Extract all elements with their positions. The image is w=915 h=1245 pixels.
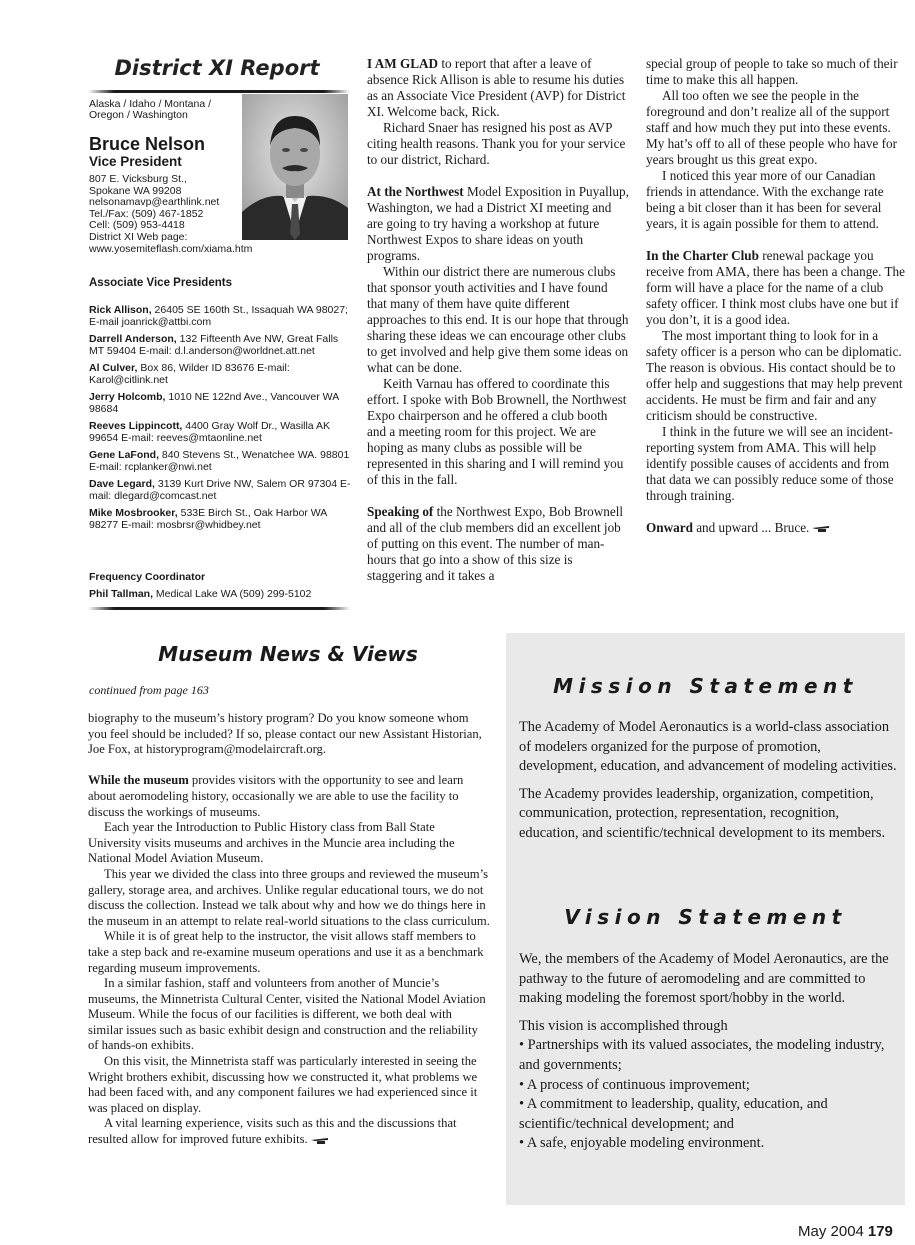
title-rule (88, 90, 350, 93)
vision-bullet: • Partnerships with its valued associates, the modeling industry, and governments; (519, 1037, 885, 1073)
report-paragraph (367, 184, 629, 264)
avp-details: 533E Birch St., Oak Harbor WA 98277 E-mail: mosbrsr@whidbey.net (89, 507, 327, 531)
vision-bullet: • A commitment to leadership, quality, education, and scientific/technical development; and (519, 1096, 828, 1132)
avp-name: Dave Legard, (89, 478, 155, 490)
museum-paragraph (88, 773, 490, 820)
vision-bullet: • A safe, enjoyable modeling environment. (519, 1135, 765, 1152)
statements-box (506, 633, 905, 1205)
mission-title: Mission Statement (553, 674, 858, 698)
avp-entry (89, 391, 351, 415)
page-footer (798, 1223, 893, 1240)
contact-line: District XI Web page: (89, 230, 188, 243)
lead-in: At the Northwest (367, 184, 464, 199)
report-paragraph (367, 120, 629, 168)
paragraph-text: to report that after a leave of absence Rick Allison is able to resume his duties as an Associate Vice President (AVP) for District XI. Welcome back, Rick. (367, 56, 626, 119)
vision-paragraph: We, the members of the Academy of Model Aeronautics, are the pathway to the future of aeromodeling and are committed to making modeling the foremost sport/hobby in the world. (519, 951, 889, 1007)
lead-in: While the museum (88, 773, 189, 788)
report-paragraph (367, 376, 629, 488)
avp-heading: Associate Vice Presidents (89, 277, 232, 289)
contact-line: Tel./Fax: (509) 467-1852 (89, 207, 204, 220)
report-paragraph (646, 424, 908, 504)
mission-paragraph: The Academy provides leadership, organization, competition, communication, protection, representation, recognition, education, and scientific/technical development to its members. (519, 785, 886, 841)
museum-paragraph (88, 1054, 490, 1116)
report-paragraph (367, 504, 629, 584)
avp-list (89, 304, 351, 536)
avp-details: 26405 SE 160th St., Issaquah WA 98027; E-mail joanrick@attbi.com (89, 304, 348, 328)
avp-details: Box 86, Wilder ID 83676 E-mail: Karol@citlink.net (89, 362, 290, 386)
paragraph-text: renewal package you receive from AMA, there has been a change. The form will have a place for the name of a club safety officer. I think most clubs have one but if you don’t, it is a good idea. (646, 248, 905, 327)
vice-president-title: Vice President (89, 154, 182, 169)
issue-date: May 2004 (798, 1223, 864, 1240)
vice-president-name: Bruce Nelson (89, 134, 206, 154)
museum-paragraph (88, 976, 490, 1054)
museum-title: Museum News & Views (158, 642, 418, 666)
report-paragraph (367, 56, 629, 120)
report-paragraph (646, 248, 908, 328)
avp-entry (89, 420, 351, 444)
report-column-2 (367, 56, 629, 584)
avp-name: Mike Mosbrooker, (89, 507, 178, 519)
frequency-coordinator-details: Medical Lake WA (509) 299-5102 (152, 588, 312, 600)
avp-name: Rick Allison, (89, 304, 152, 316)
lead-in: I AM GLAD (367, 56, 439, 71)
vision-title: Vision Statement (564, 905, 847, 929)
district-region: Alaska / Idaho / Montana / Oregon / Washington (89, 98, 211, 121)
frequency-coordinator-heading: Frequency Coordinator (89, 571, 206, 583)
avp-details: 3139 Kurt Drive NW, Salem OR 97304 E-mail: dlegard@comcast.net (89, 478, 351, 502)
contact-line: Spokane WA 99208 (89, 184, 182, 197)
paragraph-text: Within our district there are numerous clubs that sponsor youth activities and I have found that many of them have quite different approaches to this end. It is our hope that through sharing these ideas we can encourage other clubs to get involved and help give them some ideas on what can be done. (367, 264, 629, 375)
lead-in: Onward (646, 520, 693, 535)
report-paragraph (367, 264, 629, 376)
vision-bullet: • A process of continuous improvement; (519, 1076, 750, 1093)
paragraph-text: and upward ... Bruce. (692, 520, 810, 535)
ama-logo-icon (311, 1136, 328, 1145)
contact-line: 807 E. Vicksburg St., (89, 173, 187, 185)
paragraph-text: Model Exposition in Puyallup, Washington, we had a District XI meeting and are going to try having a workshop at future Northwest Expos to share ideas on youth programs. (367, 184, 629, 263)
mission-text (519, 718, 899, 852)
avp-details: 1010 NE 122nd Ave., Vancouver WA 98684 (89, 391, 339, 415)
avp-name: Al Culver, (89, 362, 138, 374)
museum-paragraph (88, 1116, 490, 1147)
avp-entry (89, 507, 351, 531)
avp-details: 840 Stevens St., Wenatchee WA. 98801 E-mail: rcplanker@nwi.net (89, 449, 350, 473)
district-bottom-rule (88, 607, 350, 610)
museum-paragraph (88, 711, 490, 758)
avp-name: Gene LaFond, (89, 449, 160, 461)
report-paragraph (646, 56, 908, 88)
paragraph-text: Keith Varnau has offered to coordinate this effort. I spoke with Bob Brownell, the Northwest Expo chairperson and he offered a club booth and a meeting room for this project. We are hoping as many clubs as possible will be represented in this sharing and I will remind you of this in the fall. (367, 376, 627, 487)
vice-president-contact (89, 174, 289, 255)
paragraph-text: The most important thing to look for in a safety officer is a person who can be diplomatic. The reason is obvious. His contact should be to offer help and suggestions that may help prevent accidents. He must be firm and fair and any criticism should be constructive. (646, 328, 903, 423)
avp-details: 4400 Gray Wolf Dr., Wasilla AK 99654 E-mail: reeves@mtaonline.net (89, 420, 330, 444)
ama-logo-icon (812, 524, 829, 533)
paragraph-text: I think in the future we will see an incident-reporting system from AMA. This will help identify possible causes of accidents and from that data we can possibly reduce some of those through training. (646, 424, 894, 503)
avp-entry (89, 304, 351, 328)
report-paragraph (646, 328, 908, 424)
contact-email[interactable]: nelsonamavp@earthlink.net (89, 196, 220, 209)
paragraph-text: biography to the museum’s history program? Do you know someone whom you feel should be included? If so, please contact our new Assistant Historian, Joe Fox, at historyprogram@modelaircraft.org. (88, 711, 482, 757)
museum-paragraph (88, 867, 490, 929)
avp-entry (89, 362, 351, 386)
paragraph-text: special group of people to take so much of their time to make this all happen. (646, 56, 898, 87)
avp-details: 132 Fifteenth Ave NW, Great Falls MT 59404 E-mail: d.l.anderson@worldnet.att.net (89, 333, 339, 357)
lead-in: Speaking of (367, 504, 434, 519)
avp-entry (89, 333, 351, 357)
paragraph-text: In a similar fashion, staff and volunteers from another of Muncie’s museums, the Minnetrista Cultural Center, visited the National Model Aviation Museum. While the focus of our facilities is different, we both deal with similar issues such as basic exhibit design and construction and the reliability of hands-on exhibits. (88, 976, 486, 1053)
paragraph-text: A vital learning experience, visits such as this and the discussions that resulted allow for improved future exhibits. (88, 1116, 457, 1147)
contact-line: Cell: (509) 953-4418 (89, 219, 185, 232)
district-web-link[interactable]: www.yosemiteflash.com/xiama.htm (89, 242, 253, 255)
paragraph-text: provides visitors with the opportunity to see and learn about aeromodeling history, occasionally we are able to use the facility to discuss the workings of museums. (88, 773, 464, 819)
museum-paragraph (88, 929, 490, 976)
paragraph-text: On this visit, the Minnetrista staff was particularly interested in seeing the Wright brothers exhibit, discussing how we constructed it, what problems we had been faced with, and any component failures we had experienced since it was placed on display. (88, 1054, 478, 1115)
paragraph-text: This year we divided the class into three groups and reviewed the museum’s gallery, storage area, and archives. Unlike regular educational tours, we do not discuss the collection. Instead we talk about why and how we do things here in the museum in an attempt to relate real-world situations to the class curriculum. (88, 866, 490, 928)
paragraph-text: Richard Snaer has resigned his post as AVP citing health reasons. Thank you for your service to our district, Richard. (367, 120, 626, 167)
continued-from: continued from page 163 (89, 683, 209, 697)
report-paragraph (646, 520, 908, 536)
avp-name: Reeves Lippincott, (89, 420, 183, 432)
avp-name: Darrell Anderson, (89, 333, 177, 345)
frequency-coordinator (89, 588, 311, 600)
district-title: District XI Report (114, 56, 320, 80)
paragraph-text: the Northwest Expo, Bob Brownell and all of the club members did an excellent job of putting on this event. The number of man-hours that go into a show of this size is staggering and it takes a (367, 504, 624, 583)
vision-text (519, 950, 899, 1154)
lead-in: In the Charter Club (646, 248, 759, 263)
paragraph-text: Each year the Introduction to Public History class from Ball State University visits museums and archives in the Muncie area including the National Model Aviation Museum. (88, 820, 455, 866)
museum-paragraph (88, 820, 490, 867)
report-paragraph (646, 88, 908, 168)
vision-intro: This vision is accomplished through (519, 1017, 728, 1034)
paragraph-text: While it is of great help to the instructor, the visit allows staff members to take a step back and re-examine museum operations and use it as a benchmark regarding museum improvements. (88, 929, 484, 975)
avp-entry (89, 449, 351, 473)
museum-body (88, 711, 490, 1148)
avp-entry (89, 478, 351, 502)
report-paragraph (646, 168, 908, 232)
page-number: 179 (867, 1223, 893, 1240)
report-column-3 (646, 56, 908, 536)
paragraph-text: I noticed this year more of our Canadian friends in attendance. With the exchange rate being a bit closer than it has been for several years, it is again possible for them to attend. (646, 168, 884, 231)
paragraph-text: All too often we see the people in the foreground and don’t realize all of the support staff and how much they put into these events. My hat’s off to all of these people who have for years brought us this great expo. (646, 88, 897, 167)
avp-name: Jerry Holcomb, (89, 391, 166, 403)
mission-paragraph: The Academy of Model Aeronautics is a world-class association of modelers organized for the purpose of promotion, development, education, and advancement of modeling activities. (519, 719, 897, 775)
frequency-coordinator-name: Phil Tallman, (89, 588, 153, 600)
